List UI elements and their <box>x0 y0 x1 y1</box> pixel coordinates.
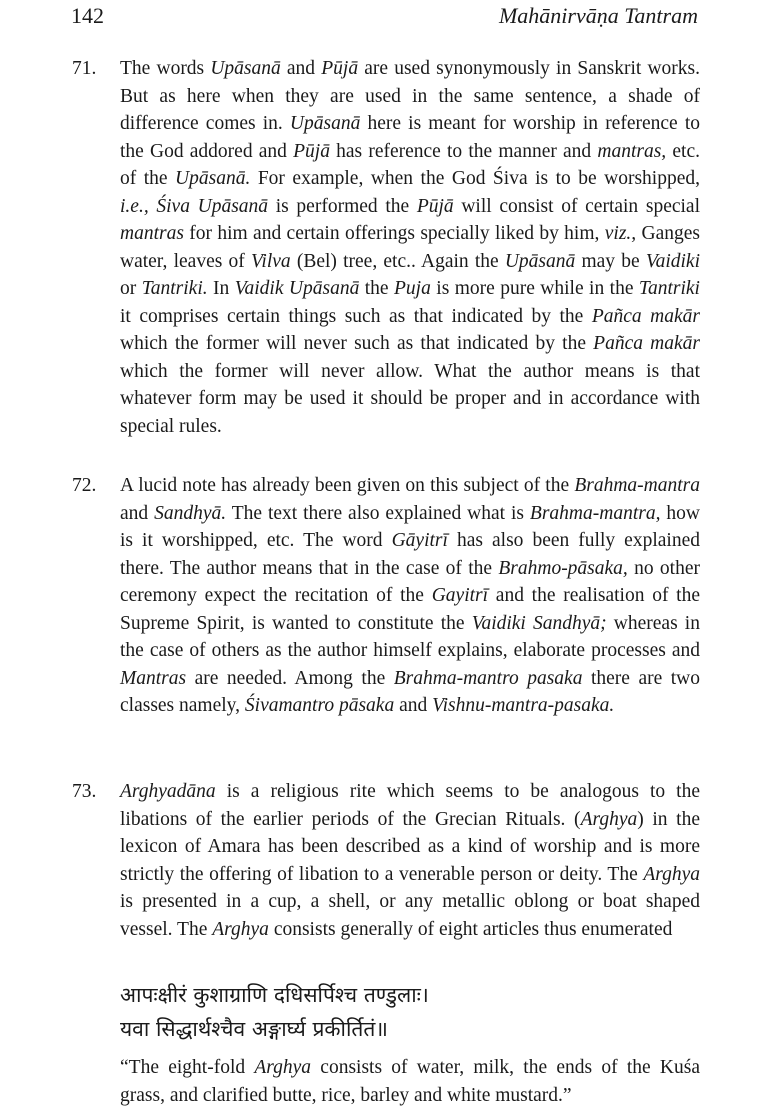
italic-term: Vaidiki Sandhyā; <box>471 612 607 634</box>
text-run: In <box>207 278 235 299</box>
note-body <box>120 55 700 440</box>
italic-term: Sandhyā. <box>154 502 227 524</box>
sanskrit-line: आपःक्षीरं कुशाग्राणि दधिसर्पिश्च तण्डुलाः। <box>120 983 429 1007</box>
sanskrit-line: यवा सिद्धार्थश्चैव अङ्गार्घ्य प्रकीर्तितं॥ <box>120 1017 388 1041</box>
italic-term: Pūjā <box>416 195 454 217</box>
running-title: Mahānirvāṇa Tantram <box>498 3 698 28</box>
italic-term: Arghyadāna <box>120 781 216 802</box>
text-run: there are two classes namely, <box>120 667 701 716</box>
sanskrit-verse <box>120 978 429 1046</box>
italic-term: Upāsanā <box>210 58 281 79</box>
text-run: (Bel) tree, etc.. Again the <box>290 250 505 272</box>
italic-term: mantras <box>120 223 184 244</box>
note-body <box>120 778 700 943</box>
note-73 <box>0 778 780 943</box>
italic-term: Vaidiki <box>645 250 700 272</box>
italic-term: Puja <box>394 278 431 299</box>
italic-term: Pañca makār <box>593 333 700 354</box>
text-run: The words <box>120 58 211 79</box>
note-72 <box>0 472 780 720</box>
text-run: will consist of certain special <box>453 195 700 217</box>
text-run: and the realisation of the Supreme Spirit, is wanted to constitute the <box>120 585 700 634</box>
text-run: which the former will never allow. What the author means is that whatever form may be used it should be proper and in accordance with special rules. <box>120 360 700 437</box>
text-run: is more pure while in the <box>430 278 639 299</box>
verse-translation <box>120 1054 700 1109</box>
italic-term: Brahma-mantra, <box>529 502 661 524</box>
italic-term: i.e., Śiva Upāsanā <box>120 195 269 217</box>
text-run: may be <box>575 250 646 272</box>
text-run: For example, when the God Śiva is to be worshipped, <box>250 168 700 189</box>
note-body <box>120 472 700 720</box>
italic-term: Tantriki. <box>141 278 208 299</box>
italic-term: Vaidik Upāsanā <box>234 278 360 299</box>
italic-term: Arghya <box>212 918 269 940</box>
italic-term: Gayitrī <box>431 585 489 606</box>
note-number: 71. <box>72 58 97 79</box>
text-run: it comprises certain things such as that indicated by the <box>120 305 592 327</box>
italic-term: Gāyitrī <box>391 530 448 551</box>
text-run: consists generally of eight articles thus enumerated <box>268 918 673 940</box>
text-run: and <box>280 58 322 79</box>
text-run: The text there also explained what is <box>226 502 530 524</box>
italic-term: Arghya <box>580 808 638 830</box>
italic-term: Arghya <box>643 863 700 885</box>
text-run: how is it worshipped, etc. The word <box>120 502 700 551</box>
text-run: and <box>120 502 155 524</box>
text-run: the <box>359 278 395 299</box>
text-run: is a religious rite which seems to be analogous to the libations of the earlier periods of the Grecian Rituals. ( <box>120 781 700 830</box>
text-run: or <box>120 278 142 299</box>
italic-term: Upāsanā. <box>175 168 251 189</box>
italic-term: Upāsanā <box>289 113 361 134</box>
text-run: are used synonymously in Sanskrit works. But as here when they are used in the same sentence, a shade of difference comes in. <box>120 58 701 134</box>
text-run: here is meant for worship in reference to the God addored and <box>120 113 700 162</box>
text-run: for him and certain offerings specially liked by him, <box>183 223 605 244</box>
italic-term: Śivamantro pāsaka <box>244 695 395 716</box>
text-run: are needed. Among the <box>186 667 394 689</box>
text-run: which the former will never such as that indicated by the <box>120 333 594 354</box>
italic-term: Pañca makār <box>591 305 700 327</box>
text-run: etc. of the <box>120 140 700 189</box>
text-run: A lucid note has already been given on this subject of the <box>120 475 575 496</box>
italic-term: Vishnu-mantra-pasaka. <box>432 695 615 716</box>
note-number: 73. <box>72 781 97 802</box>
italic-term: Brahma-mantro pasaka <box>393 667 583 689</box>
italic-term: Arghya <box>254 1057 312 1078</box>
text-run: has reference to the manner and <box>329 140 598 162</box>
text-run: whereas in the case of others as the author himself explains, elaborate processes and <box>120 612 700 661</box>
note-71 <box>0 55 780 440</box>
italic-term: Pūjā <box>321 58 359 79</box>
text-run: is presented in a cup, a shell, or any metallic oblong or boat shaped vessel. The <box>120 891 700 940</box>
text-run: and <box>394 695 433 716</box>
text-run: ) in the lexicon of Amara has been described as a kind of worship and is more strictly the offering of libation to a venerable person or deity. The <box>120 808 701 885</box>
italic-term: Pūjā <box>293 140 330 162</box>
page-number: 142 <box>71 3 104 28</box>
text-run: Ganges water, leaves of <box>120 223 701 272</box>
italic-term: Tantriki <box>638 278 700 299</box>
text-run: “The eight-fold <box>120 1057 255 1078</box>
italic-term: mantras, <box>597 140 667 162</box>
note-number: 72. <box>72 475 97 496</box>
italic-term: Brahma-mantra <box>574 475 700 496</box>
text-run: is performed the <box>268 195 417 217</box>
text-run: has also been fully explained there. The author means that in the case of the <box>120 530 700 579</box>
italic-term: Mantras <box>120 667 187 689</box>
italic-term: Vilva <box>250 250 291 272</box>
text-run: no other ceremony expect the recitation of the <box>120 557 700 606</box>
italic-term: Brahmo-pāsaka, <box>498 557 628 579</box>
text-run: consists of water, milk, the ends of the Kuśa grass, and clarified butte, rice, barley and white mustard.” <box>120 1057 700 1106</box>
italic-term: viz., <box>604 223 637 244</box>
italic-term: Upāsanā <box>504 250 576 272</box>
